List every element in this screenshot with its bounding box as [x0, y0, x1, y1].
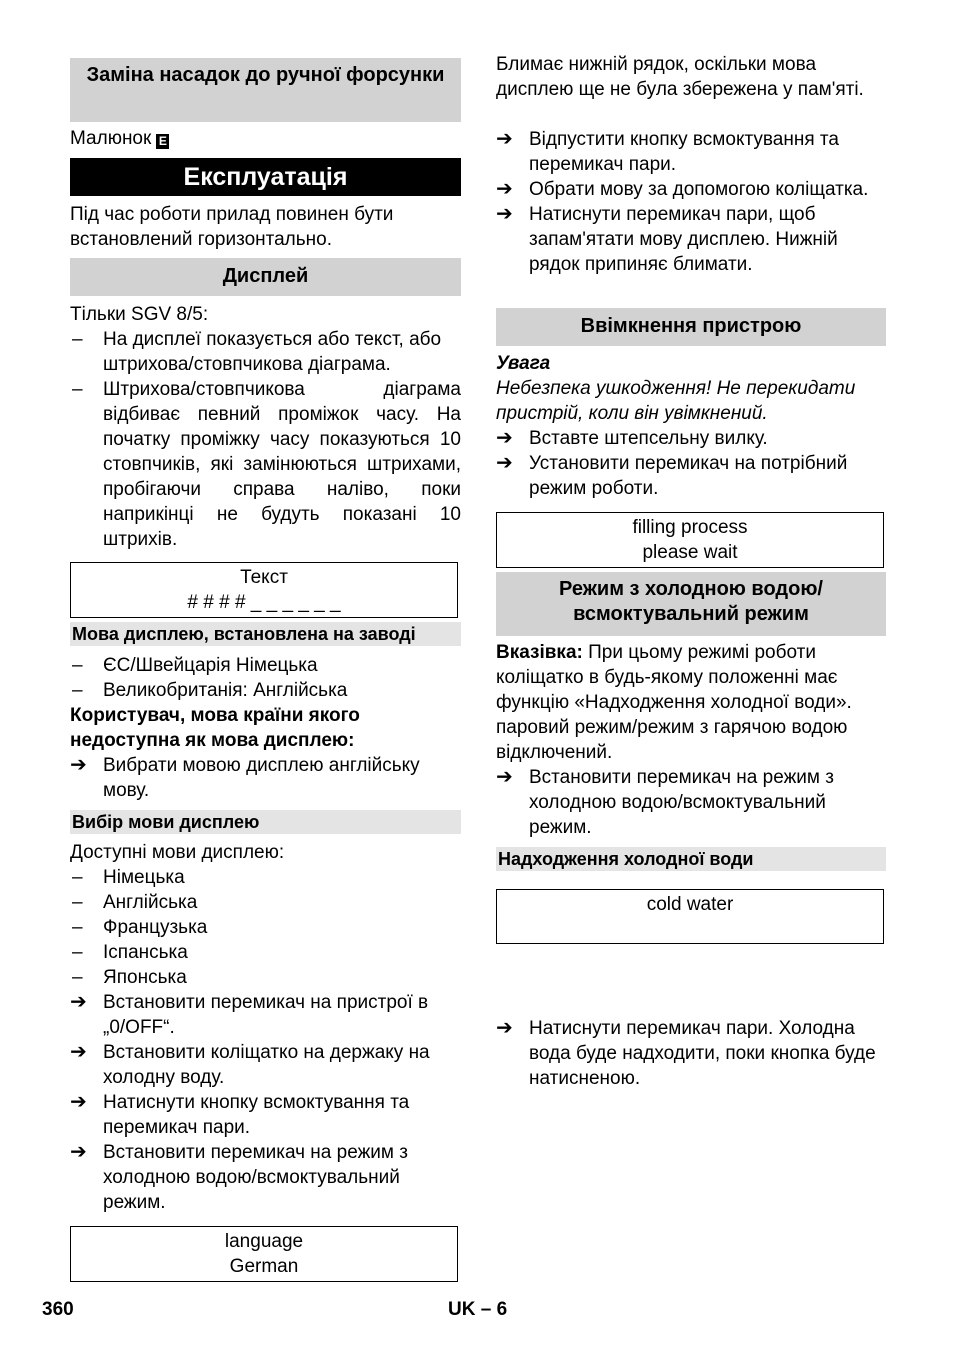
filling-display-box: [496, 512, 884, 568]
operation-text: Під час роботи прилад повинен бути встановлений горизонтально.: [70, 204, 394, 250]
note-text: При цьому режимі роботи коліщатко в будь-якому положенні має функцію «Надходження холодної води». паровий режим/режим з гарячою водою відключений.: [496, 642, 852, 763]
language-display-box: [70, 1226, 458, 1282]
list-item: [496, 127, 886, 177]
section-page-label: UK – 6: [448, 1299, 508, 1320]
list-item: [70, 377, 461, 552]
left-column: [70, 0, 461, 1277]
list-item-text: Натиснути перемикач пари. Холодна вода буде надходити, поки кнопка буде натисненою.: [529, 1018, 876, 1089]
list-item-text: Обрати мову за допомогою коліщатка.: [529, 179, 869, 200]
dash-bullet: –: [72, 942, 83, 963]
list-item: [496, 202, 886, 277]
factory-language-list: [70, 653, 461, 703]
arrow-right-icon: ➔: [496, 427, 513, 449]
list-item: [70, 1040, 461, 1090]
cold-water-mode-heading: Режим з холодною водою/ всмоктувальний режим: [496, 572, 886, 636]
arrow-right-icon: ➔: [496, 452, 513, 474]
list-item-text: Великобританія: Англійська: [103, 680, 348, 701]
caution-title: Увага: [496, 353, 551, 374]
select-language-heading: Вибір мови дисплею: [70, 810, 461, 834]
languages-list: [70, 865, 461, 990]
figure-reference: [70, 126, 461, 151]
list-item-text: ЄС/Швейцарія Німецька: [103, 655, 318, 676]
list-item-text: Французька: [103, 917, 208, 938]
replace-nozzles-heading: Заміна насадок до ручної форсунки: [70, 58, 461, 122]
list-item: [70, 327, 461, 377]
list-item-text: Встановити перемикач на пристрої в „0/OFF“.: [103, 992, 429, 1038]
arrow-right-icon: ➔: [496, 766, 513, 788]
arrow-right-icon: ➔: [496, 1017, 513, 1039]
note-label: Вказівка:: [496, 642, 583, 663]
display-text-box: [70, 562, 458, 618]
list-item: [70, 653, 461, 678]
list-item: [70, 990, 461, 1040]
factory-language-heading: Мова дисплею, встановлена на заводі: [70, 622, 461, 646]
list-item: [496, 1016, 886, 1091]
list-item-text: На дисплеї показується або текст, або штрихова/стовпчикова діаграма.: [103, 329, 442, 375]
display-box-line: please wait: [642, 542, 738, 563]
arrow-right-icon: ➔: [70, 1141, 87, 1163]
dash-bullet: –: [72, 967, 83, 988]
dash-bullet: –: [72, 655, 83, 676]
user-language-note: Користувач, мова країни якого недоступна як мова дисплею:: [70, 705, 360, 751]
arrow-right-icon: ➔: [496, 203, 513, 225]
display-box-line: cold water: [646, 894, 734, 915]
list-item: [496, 451, 886, 501]
display-box-line: language: [224, 1231, 304, 1252]
arrow-right-icon: ➔: [70, 1041, 87, 1063]
arrow-right-icon: ➔: [70, 754, 87, 776]
list-item: [70, 965, 461, 990]
display-box-line: Текст: [240, 567, 288, 588]
cold-mode-note: [496, 640, 886, 765]
dash-bullet: –: [72, 892, 83, 913]
list-item-text: Встановити перемикач на режим з холодною водою/всмоктувальний режим.: [103, 1142, 408, 1213]
list-item: [70, 678, 461, 703]
display-box-line: # # # # _ _ _ _ _ _: [187, 592, 341, 613]
list-item-text: Німецька: [103, 867, 185, 888]
dash-bullet: –: [72, 917, 83, 938]
right-column: [496, 0, 886, 1089]
list-item-text: Натиснути перемикач пари, щоб запам'ятати мову дисплею. Нижній рядок припиняє блимати.: [529, 204, 838, 275]
list-item-text: Встановити коліщатко на держаку на холодну воду.: [103, 1042, 430, 1088]
arrow-right-icon: ➔: [496, 178, 513, 200]
list-item-text: Вставте штепсельну вилку.: [529, 428, 768, 449]
available-languages-label: Доступні мови дисплею:: [70, 842, 285, 863]
list-item-text: Натиснути кнопку всмоктування та перемикач пари.: [103, 1092, 410, 1138]
caution-text: Небезпека ушкодження! Не перекидати пристрій, коли він увімкнений.: [496, 378, 856, 424]
list-item: [70, 865, 461, 890]
list-item: [70, 940, 461, 965]
arrow-right-icon: ➔: [70, 991, 87, 1013]
list-item-text: Штрихова/стовпчикова діаграма відбиває певний проміжок часу. На початку проміжку часу показуються 10 стовпчиків, які замінюються штрихами, пробігаючи справа наліво, поки наприкінці не будуть показані 10 штрихів.: [103, 379, 461, 550]
display-list: [70, 327, 461, 552]
display-heading: Дисплей: [70, 258, 461, 296]
list-item: [70, 1090, 461, 1140]
list-item: [70, 890, 461, 915]
display-only-note: Тільки SGV 8/5:: [70, 304, 209, 325]
list-item: [496, 177, 886, 202]
list-item-text: Іспанська: [103, 942, 188, 963]
list-item-text: Японська: [103, 967, 187, 988]
dash-bullet: –: [72, 867, 83, 888]
page-number: 360: [42, 1299, 74, 1320]
switch-on-steps: [496, 426, 886, 501]
list-item-text: Встановити перемикач на режим з холодною водою/всмоктувальний режим.: [529, 767, 834, 838]
cold-water-supply-heading: Надходження холодної води: [496, 847, 886, 871]
dash-bullet: –: [72, 680, 83, 701]
arrow-right-icon: ➔: [70, 1091, 87, 1113]
language-steps-list: [70, 990, 461, 1215]
display-box-line: filling process: [632, 517, 748, 538]
list-item-text: Англійська: [103, 892, 198, 913]
save-language-steps: [496, 127, 886, 277]
list-item: [70, 1140, 461, 1215]
list-item-text: Відпустити кнопку всмоктування та перемикач пари.: [529, 129, 839, 175]
list-item: [70, 915, 461, 940]
dash-bullet: –: [72, 329, 83, 350]
operation-heading: Експлуатація: [70, 158, 461, 196]
cold-water-display-box: [496, 889, 884, 944]
dash-bullet: –: [72, 379, 83, 400]
figure-e-icon: E: [156, 134, 169, 149]
list-item: [496, 765, 886, 840]
blink-text: Блимає нижній рядок, оскільки мова дисплею ще не була збережена у пам'яті.: [496, 54, 864, 100]
list-item-text: Вибрати мовою дисплею англійську мову.: [103, 755, 420, 801]
figure-label: Малюнок: [70, 128, 152, 149]
switch-on-heading: Ввімкнення пристрою: [496, 308, 886, 346]
list-item-text: Установити перемикач на потрібний режим роботи.: [529, 453, 848, 499]
display-box-line: German: [229, 1256, 299, 1277]
list-item: [70, 753, 461, 803]
arrow-right-icon: ➔: [496, 128, 513, 150]
list-item: [496, 426, 886, 451]
